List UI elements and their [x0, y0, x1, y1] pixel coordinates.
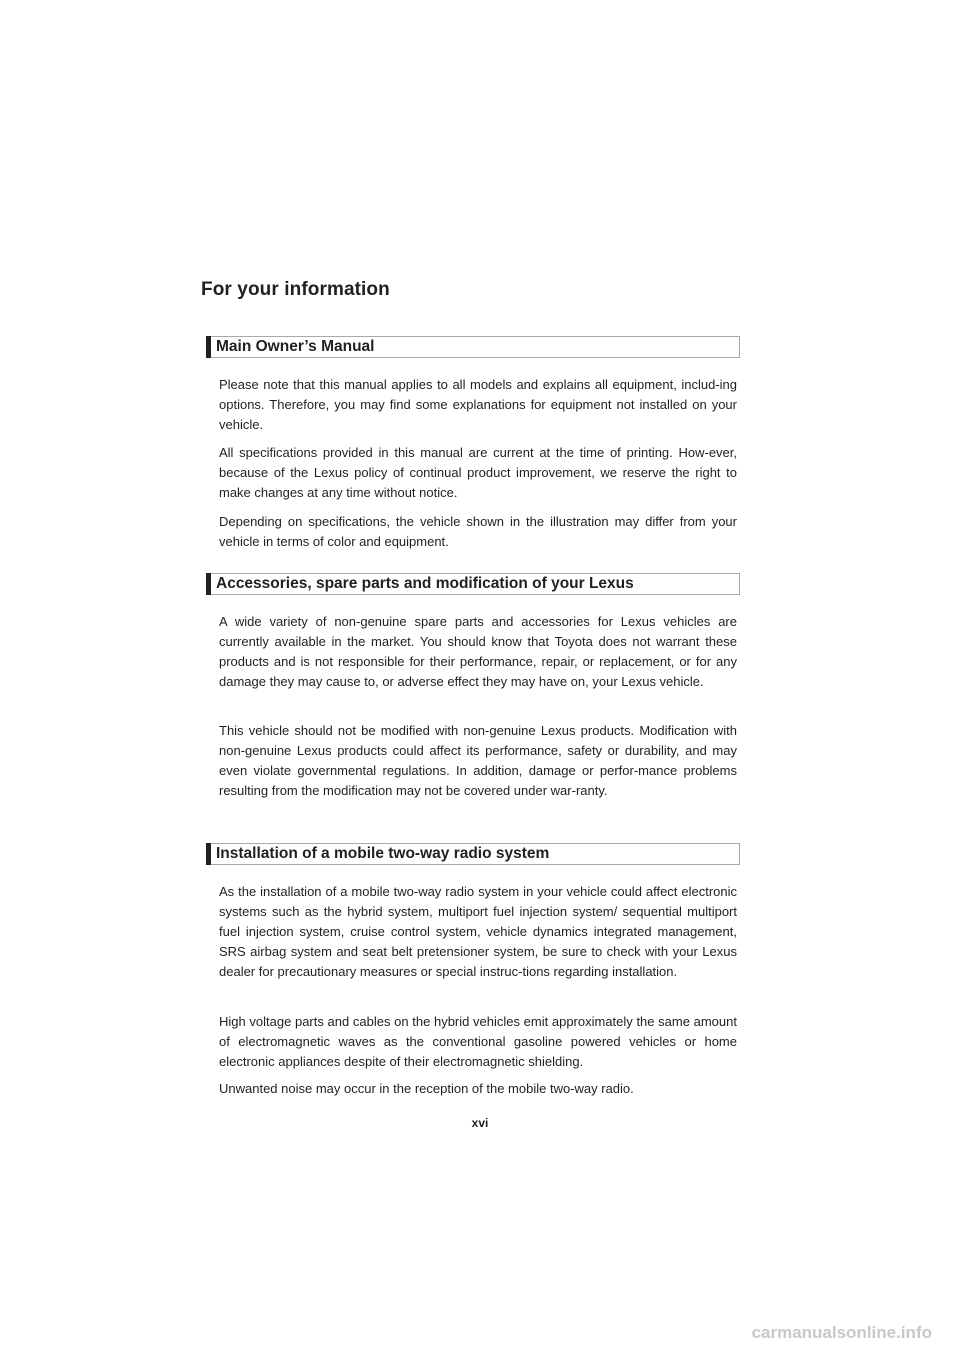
paragraph: Depending on specifications, the vehicle shown in the illustration may differ from your vehicle in terms of color and equipment. [219, 514, 737, 549]
section-heading-two-way-radio [206, 843, 740, 865]
section-heading-accessories [206, 573, 740, 595]
paragraph: All specifications provided in this manual are current at the time of printing. How-ever, because of the Lexus policy of continual product improvement, we reserve the right to make changes at any time without notice. [219, 445, 737, 500]
paragraph: A wide variety of non-genuine spare parts and accessories for Lexus vehicles are currently available in the market. You should know that Toyota does not warrant these products and is not responsible for their performance, repair, or replacement, or for any damage they may cause to, or adverse effect they may have on, your Lexus vehicle. [219, 614, 737, 689]
section-heading-label: Accessories, spare parts and modification of your Lexus [216, 575, 634, 592]
heading-bar [206, 573, 211, 595]
section-heading-main-owners-manual [206, 336, 740, 358]
section-heading-label: Installation of a mobile two-way radio system [216, 845, 550, 862]
heading-bar [206, 843, 211, 865]
section-heading-label: Main Owner’s Manual [216, 338, 375, 355]
paragraph: High voltage parts and cables on the hybrid vehicles emit approximately the same amount of electromagnetic waves as the conventional gasoline powered vehicles or home electronic appliances despite of their electromagnetic shielding. [219, 1014, 737, 1069]
page-title: For your information [201, 279, 390, 300]
paragraph: As the installation of a mobile two-way radio system in your vehicle could affect electronic systems such as the hybrid system, multiport fuel injection system/ sequential multiport fuel injection system, cruise control system, vehicle dynamics integrated management, SRS airbag system and seat belt pretensioner system, be sure to check with your Lexus dealer for precautionary measures or special instruc-tions regarding installation. [219, 884, 737, 979]
page-number: xvi [471, 1116, 489, 1130]
watermark: carmanualsonline.info [751, 1323, 932, 1342]
heading-bar [206, 336, 211, 358]
paragraph: Unwanted noise may occur in the reception of the mobile two-way radio. [219, 1081, 634, 1096]
paragraph: This vehicle should not be modified with non-genuine Lexus products. Modification with non-genuine Lexus products could affect its performance, safety or durability, and may even violate governmental regulations. In addition, damage or perfor-mance problems resulting from the modification may not be covered under war-ranty. [219, 723, 737, 798]
paragraph: Please note that this manual applies to all models and explains all equipment, includ-ing options. Therefore, you may find some explanations for equipment not installed on your vehicle. [219, 377, 737, 432]
